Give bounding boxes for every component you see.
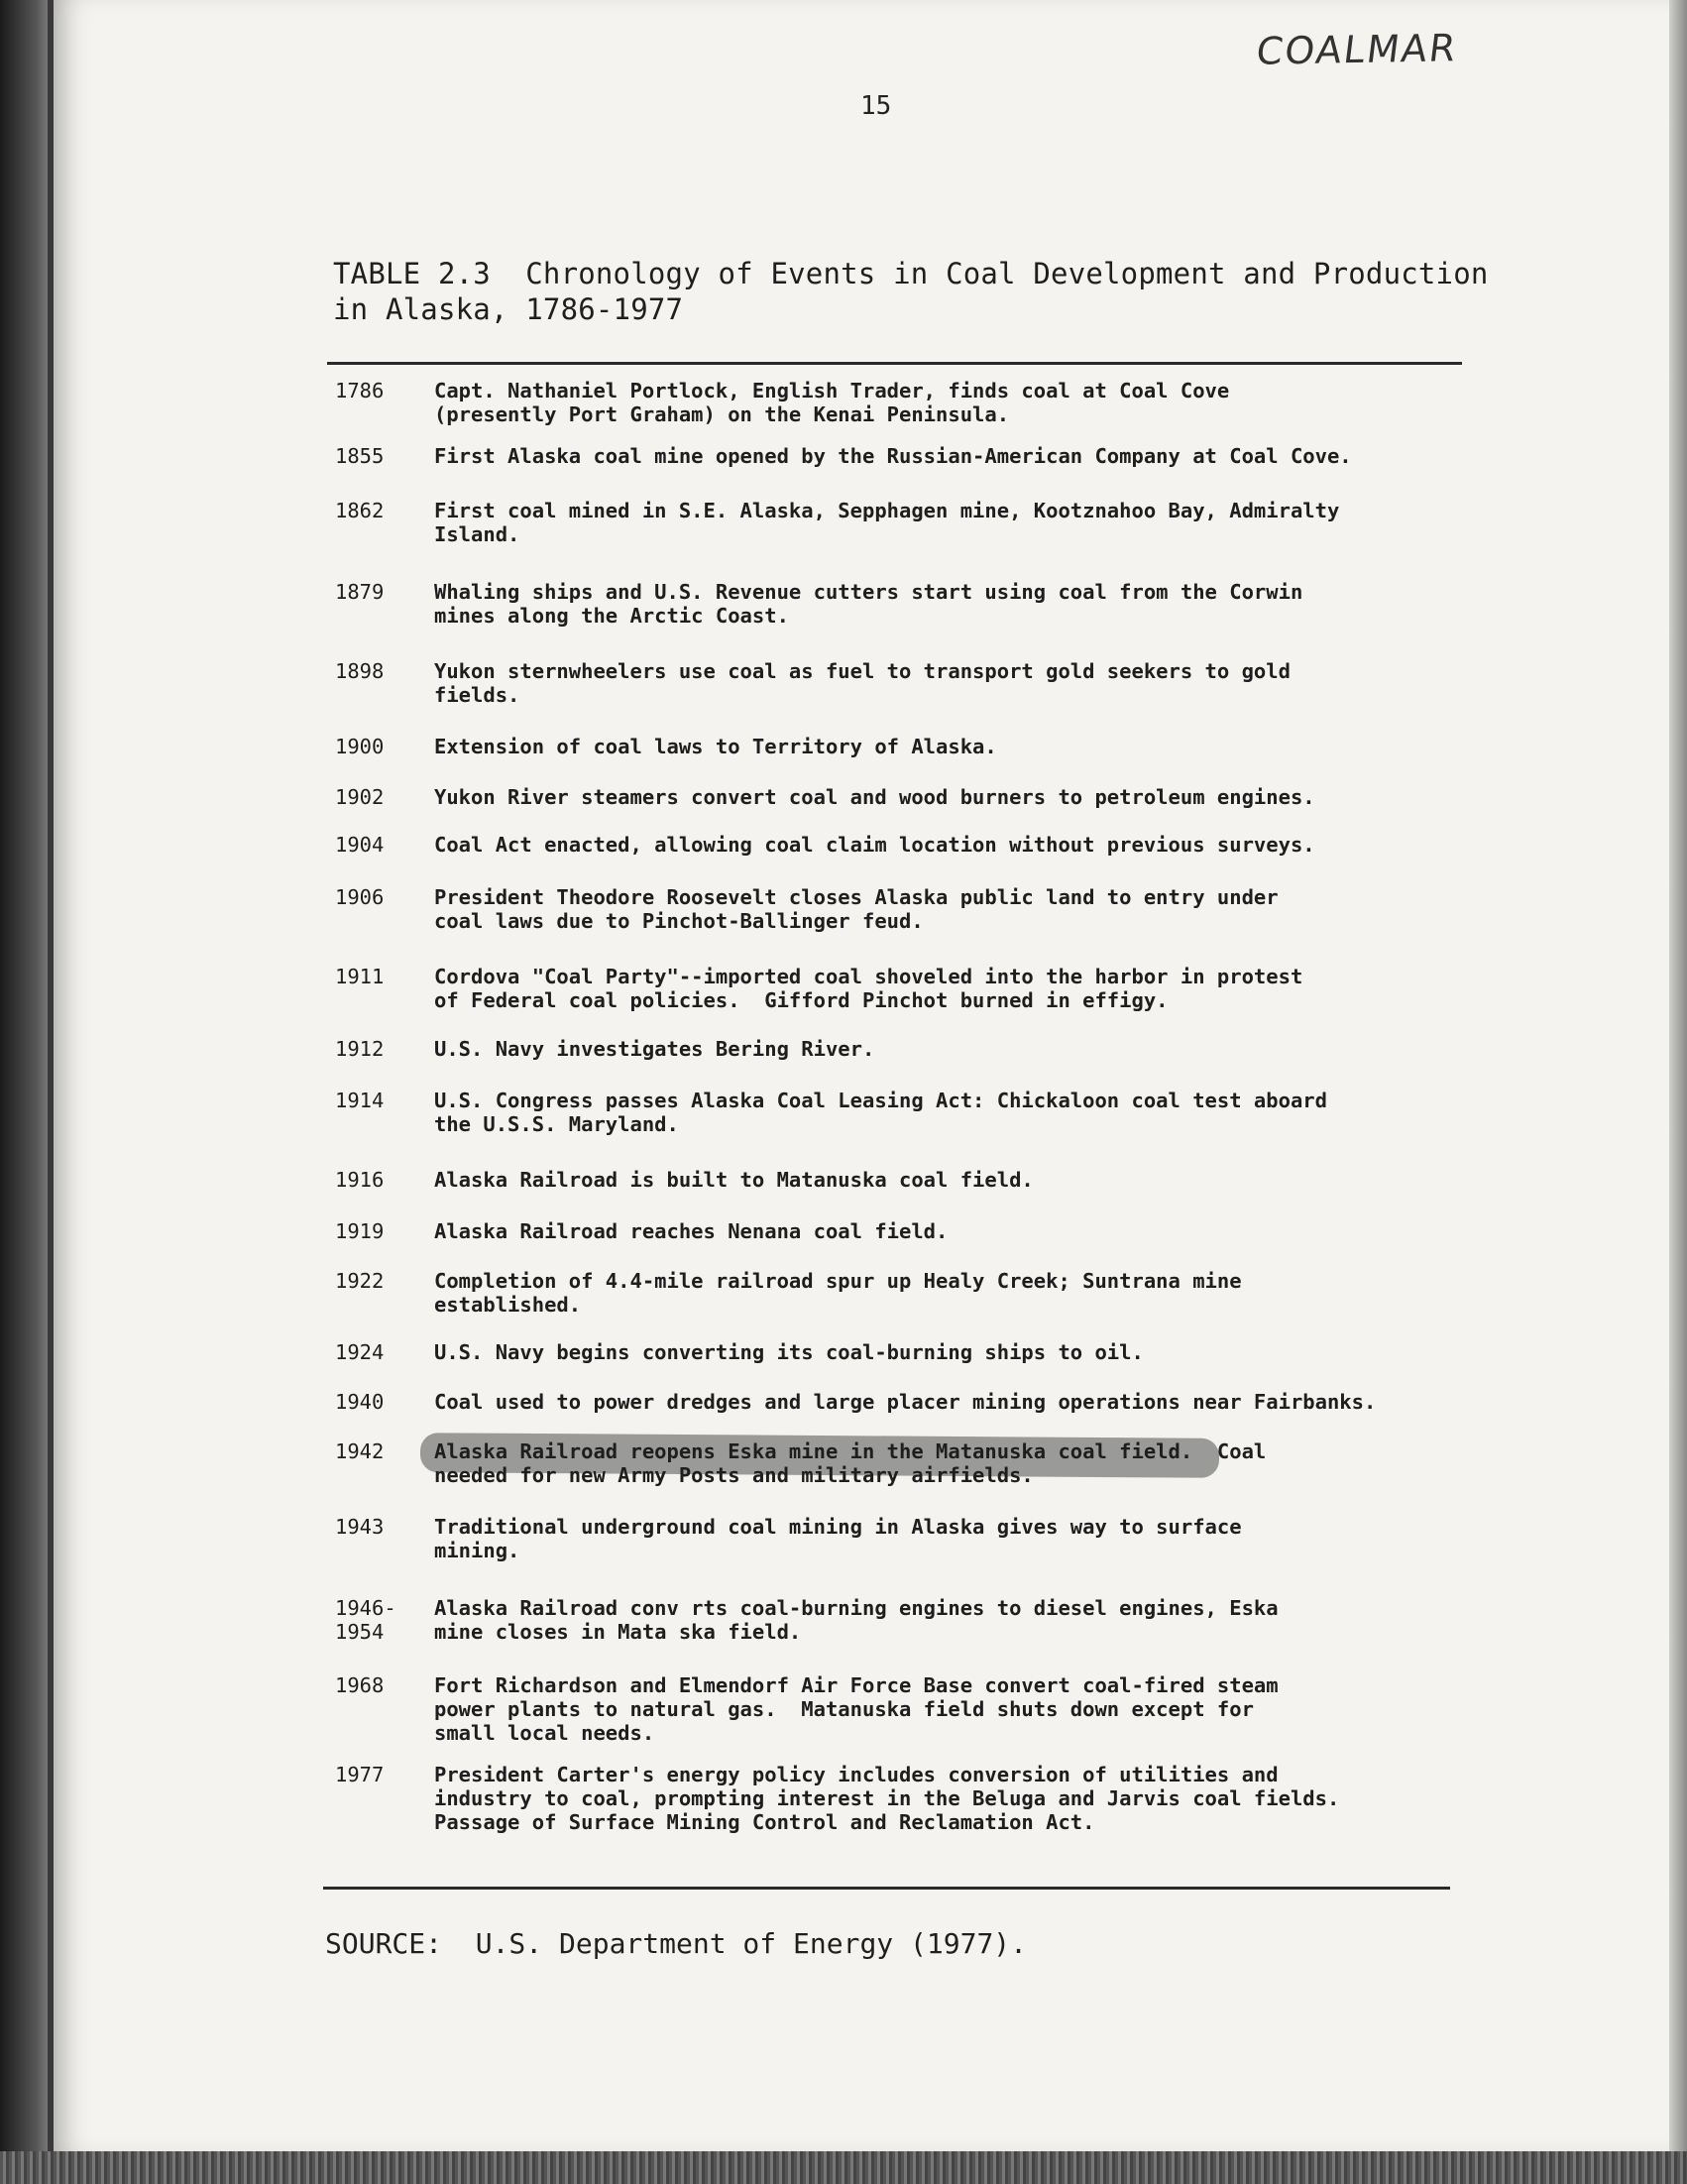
event-year: 1912 <box>335 1037 385 1061</box>
event-year: 1879 <box>335 580 385 604</box>
event-description: Alaska Railroad reaches Nenana coal field. <box>434 1219 949 1243</box>
event-year: 1786 <box>335 379 385 402</box>
event-description: Alaska Railroad is built to Matanuska coal field. <box>434 1168 1034 1192</box>
event-description: Cordova "Coal Party"--imported coal shoveled into the harbor in protest of Federal coal policies. Gifford Pinchot burned in effigy. <box>434 965 1303 1012</box>
page-number: 15 <box>860 91 892 121</box>
event-description: Traditional underground coal mining in Alaska gives way to surface mining. <box>434 1515 1242 1562</box>
event-year: 1919 <box>335 1219 385 1243</box>
scanner-bottom-strip <box>0 2151 1687 2184</box>
event-description: Completion of 4.4-mile railroad spur up Healy Creek; Suntrana mine established. <box>434 1269 1242 1317</box>
event-description: President Theodore Roosevelt closes Alaska public land to entry under coal laws due to Pinchot-Ballinger feud. <box>434 885 1279 933</box>
event-year: 1924 <box>335 1340 385 1364</box>
event-description: Coal Act enacted, allowing coal claim location without previous surveys. <box>434 833 1315 857</box>
event-year: 1977 <box>335 1763 385 1786</box>
event-year: 1904 <box>335 833 385 857</box>
event-description: Coal used to power dredges and large placer mining operations near Fairbanks. <box>434 1390 1377 1414</box>
event-description: Yukon sternwheelers use coal as fuel to transport gold seekers to gold fields. <box>434 659 1291 707</box>
event-year: 1862 <box>335 499 385 522</box>
table-title-line-1: TABLE 2.3 Chronology of Events in Coal Development and Production <box>333 257 1489 290</box>
event-description: Alaska Railroad reopens Eska mine in the Matanuska coal field. Coal needed for new Army Posts and military airfields. <box>434 1439 1267 1487</box>
table-title <box>333 256 1489 327</box>
event-year: 1946- 1954 <box>335 1596 396 1644</box>
event-year: 1914 <box>335 1089 385 1112</box>
event-description: U.S. Navy investigates Bering River. <box>434 1037 875 1061</box>
table-bottom-rule <box>323 1887 1450 1890</box>
event-description: Whaling ships and U.S. Revenue cutters start using coal from the Corwin mines along the Arctic Coast. <box>434 580 1303 628</box>
handwritten-note: COALMAR <box>1254 26 1461 73</box>
source-note: SOURCE: U.S. Department of Energy (1977). <box>325 1927 1028 1960</box>
event-description: U.S. Congress passes Alaska Coal Leasing Act: Chickaloon coal test aboard the U.S.S. Maryland. <box>434 1089 1327 1136</box>
table-top-rule <box>327 362 1462 365</box>
event-year: 1911 <box>335 965 385 988</box>
event-description: U.S. Navy begins converting its coal-burning ships to oil. <box>434 1340 1144 1364</box>
event-description: Alaska Railroad conv rts coal-burning engines to diesel engines, Eska mine closes in Mata ska field. <box>434 1596 1279 1644</box>
table-title-line-2: in Alaska, 1786-1977 <box>333 292 684 326</box>
event-year: 1940 <box>335 1390 385 1414</box>
event-description: Extension of coal laws to Territory of Alaska. <box>434 735 997 758</box>
event-year: 1916 <box>335 1168 385 1192</box>
event-year: 1943 <box>335 1515 385 1539</box>
event-year: 1902 <box>335 785 385 809</box>
event-year: 1968 <box>335 1673 385 1697</box>
event-description: Fort Richardson and Elmendorf Air Force Base convert coal-fired steam power plants to natural gas. Matanuska field shuts down except for small local needs. <box>434 1673 1279 1745</box>
page-right-edge <box>1669 0 1687 2151</box>
event-description: President Carter's energy policy includes conversion of utilities and industry to coal, prompting interest in the Beluga and Jarvis coal fields. Passage of Surface Mining Control and Reclamation Act. <box>434 1763 1340 1834</box>
event-year: 1855 <box>335 444 385 468</box>
event-description: Yukon River steamers convert coal and wood burners to petroleum engines. <box>434 785 1315 809</box>
event-year: 1906 <box>335 885 385 909</box>
event-year: 1942 <box>335 1439 385 1463</box>
event-year: 1922 <box>335 1269 385 1293</box>
event-year: 1900 <box>335 735 385 758</box>
event-description: First coal mined in S.E. Alaska, Sepphagen mine, Kootznahoo Bay, Admiralty Island. <box>434 499 1340 546</box>
event-description: First Alaska coal mine opened by the Russian-American Company at Coal Cove. <box>434 444 1352 468</box>
event-year: 1898 <box>335 659 385 683</box>
event-description: Capt. Nathaniel Portlock, English Trader, finds coal at Coal Cove (presently Port Graham) on the Kenai Peninsula. <box>434 379 1230 426</box>
